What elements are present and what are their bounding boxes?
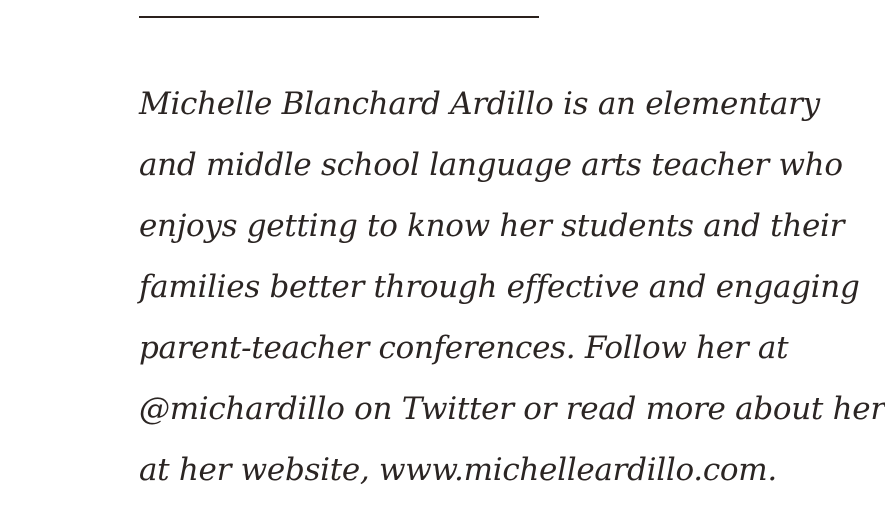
bio-line: enjoys getting to know her students and their bbox=[139, 208, 845, 244]
bio-line: families better through effective and engaging bbox=[139, 269, 860, 305]
bio-line: Michelle Blanchard Ardillo is an elementary bbox=[139, 86, 820, 122]
horizontal-rule bbox=[139, 16, 539, 18]
bio-line: at her website, www.michelleardillo.com. bbox=[139, 452, 777, 488]
author-bio bbox=[139, 74, 885, 501]
bio-line: parent-teacher conferences. Follow her at bbox=[139, 330, 789, 366]
bio-line: @michardillo on Twitter or read more about her bbox=[139, 391, 885, 427]
bio-line: and middle school language arts teacher who bbox=[139, 147, 843, 183]
